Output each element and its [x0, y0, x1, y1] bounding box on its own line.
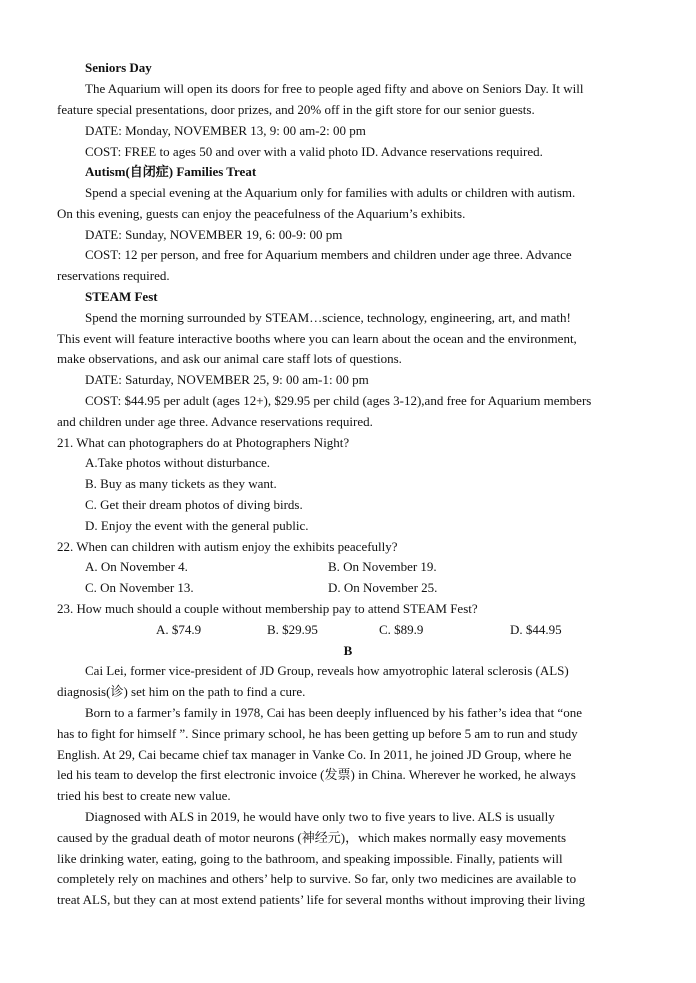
autism-cost: reservations required.	[57, 268, 170, 283]
autism-desc-line: Spend a special evening at the Aquarium only for families with adults or children with autism.	[85, 185, 576, 200]
question-23: 23. How much should a couple without membership pay to attend STEAM Fest?	[57, 601, 478, 616]
passage-line: completely rely on machines and others’ help to survive. So far, only two medicines are available to	[57, 871, 577, 886]
question-21: 21. What can photographers do at Photographers Night?	[57, 435, 350, 450]
steam-cost: and children under age three. Advance reservations required.	[57, 414, 373, 429]
q22-option-d: D. On November 25.	[328, 580, 438, 595]
seniors-desc-line: feature special presentations, door prizes, and 20% off in the gift store for our senior guests.	[57, 102, 535, 117]
passage-line: diagnosis(诊) set him on the path to find a cure.	[57, 684, 306, 699]
autism-date: DATE: Sunday, NOVEMBER 19, 6: 00-9: 00 pm	[85, 227, 343, 242]
q21-option-d: D. Enjoy the event with the general public.	[85, 518, 309, 533]
passage-line: like drinking water, eating, going to the bathroom, and speaking impossible. Finally, patients will	[57, 851, 563, 866]
steam-heading: STEAM Fest	[85, 289, 158, 304]
q22-option-a: A. On November 4.	[85, 559, 188, 574]
autism-desc-line: On this evening, guests can enjoy the peacefulness of the Aquarium’s exhibits.	[57, 206, 466, 221]
passage-line: Born to a farmer’s family in 1978, Cai has been deeply influenced by his father’s idea that “one	[85, 705, 582, 720]
seniors-date: DATE: Monday, NOVEMBER 13, 9: 00 am-2: 00 pm	[85, 123, 366, 138]
steam-desc-line: This event will feature interactive booths where you can learn about the ocean and the environment,	[57, 331, 577, 346]
q23-option-a: A. $74.9	[156, 622, 202, 637]
q21-option-c: C. Get their dream photos of diving birds.	[85, 497, 303, 512]
seniors-desc-line: The Aquarium will open its doors for free to people aged fifty and above on Seniors Day. It will	[85, 81, 584, 96]
seniors-day-heading: Seniors Day	[85, 60, 152, 75]
passage-line: tried his best to create new value.	[57, 788, 231, 803]
passage-line: Diagnosed with ALS in 2019, he would have only two to five years to live. ALS is usually	[85, 809, 555, 824]
q23-option-c: C. $89.9	[379, 622, 424, 637]
steam-desc-line: Spend the morning surrounded by STEAM…science, technology, engineering, art, and math!	[85, 310, 571, 325]
q22-option-b: B. On November 19.	[328, 559, 437, 574]
question-22: 22. When can children with autism enjoy the exhibits peacefully?	[57, 539, 398, 554]
q23-option-b: B. $29.95	[267, 622, 318, 637]
passage-line: treat ALS, but they can at most extend patients’ life for several months without improving their living	[57, 892, 585, 907]
q21-option-b: B. Buy as many tickets as they want.	[85, 476, 277, 491]
q21-option-a: A.Take photos without disturbance.	[85, 455, 271, 470]
passage-line: caused by the gradual death of motor neurons (神经元)，which makes normally easy movements	[57, 830, 567, 845]
passage-line: led his team to develop the first electronic invoice (发票) in China. Wherever he worked, he always	[57, 767, 576, 782]
steam-date: DATE: Saturday, NOVEMBER 25, 9: 00 am-1: 00 pm	[85, 372, 369, 387]
passage-line: English. At 29, Cai became chief tax manager in Vanke Co. In 2011, he joined JD Group, where he	[57, 747, 572, 762]
steam-cost: COST: $44.95 per adult (ages 12+), $29.95 per child (ages 3-12),and free for Aquarium members	[85, 393, 592, 408]
autism-heading: Autism(自闭症) Families Treat	[85, 164, 257, 179]
passage-b-label: B	[343, 643, 353, 658]
seniors-cost: COST: FREE to ages 50 and over with a valid photo ID. Advance reservations required.	[85, 144, 543, 159]
passage-line: Cai Lei, former vice-president of JD Group, reveals how amyotrophic lateral sclerosis (ALS)	[85, 663, 569, 678]
autism-cost: COST: 12 per person, and free for Aquarium members and children under age three. Advance	[85, 247, 572, 262]
steam-desc-line: make observations, and ask our animal care staff lots of questions.	[57, 351, 402, 366]
q23-option-d: D. $44.95	[510, 622, 562, 637]
q22-option-c: C. On November 13.	[85, 580, 194, 595]
passage-line: has to fight for himself ”. Since primary school, he has been getting up before 5 am to run and study	[57, 726, 578, 741]
